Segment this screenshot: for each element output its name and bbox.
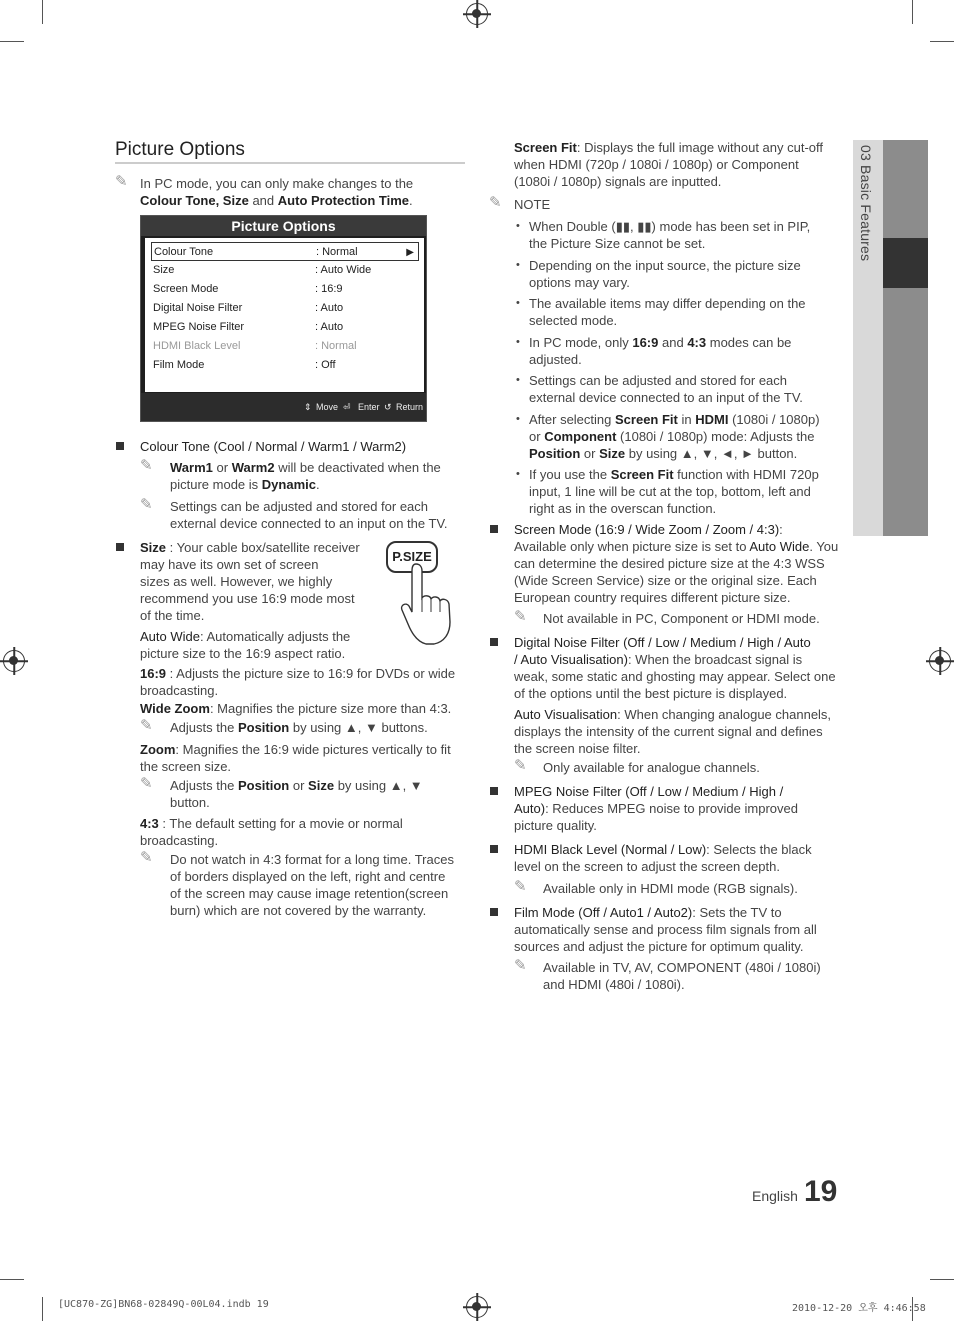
- file-info: [UC870-ZG]BN68-02849Q-00L04.indb 19: [58, 1299, 269, 1310]
- page-title: Picture Options: [115, 139, 245, 160]
- footer-language: English: [752, 1188, 798, 1204]
- zoom-note: Adjusts the Position or Size by using ▲, ▼ button.: [170, 778, 423, 810]
- screen-mode-description: Screen Mode (16:9 / Wide Zoom / Zoom / 4:3): Available only when picture size is set to Auto Wide. You can determine the desired picture size at the 4:3 WSS (Wide Screen Service) size or the original size. Each European country requires different picture size.: [514, 522, 839, 605]
- note-pencil-icon: ✎: [514, 757, 527, 774]
- note-pencil-icon: ✎: [115, 173, 128, 190]
- note-item-1: When Double (▮▮, ▮▮) mode has been set in PIP, the Picture Size cannot be set.: [529, 219, 811, 251]
- bullet-square: [490, 525, 498, 533]
- hdmi-black-level-note: Available only in HDMI mode (RGB signals).: [543, 881, 798, 896]
- bullet-square: [116, 442, 124, 450]
- bullet-dot: •: [516, 220, 520, 232]
- picture-options-menu: [140, 215, 427, 422]
- chapter-tab-marker: [883, 238, 928, 288]
- note-pencil-icon: ✎: [514, 608, 527, 625]
- menu-footer: [141, 393, 426, 421]
- auto-visualisation-description: Auto Visualisation: When changing analogue channels, displays the intensity of the current signal and defines the screen noise filter.: [514, 707, 832, 756]
- enter-label: Enter: [358, 402, 380, 412]
- film-mode-description: Film Mode (Off / Auto1 / Auto2): Sets the TV to automatically sense and process film signals from all sources and adjust the picture for optimum quality.: [514, 905, 817, 954]
- pointing-hand-icon: [398, 562, 458, 647]
- note-item-7: If you use the Screen Fit function with HDMI 720p input, 1 line will be cut at the top, bottom, left and right as in the overscan function.: [529, 467, 819, 516]
- crop-mark: [42, 0, 43, 24]
- right-arrow-icon: ▶: [406, 247, 414, 258]
- menu-item-hdmi-black-level: HDMI Black Level : Normal: [153, 340, 357, 352]
- registration-mark-icon: [466, 3, 488, 25]
- return-label: Return: [396, 402, 424, 412]
- crop-mark: [930, 41, 954, 42]
- film-mode-note: Available in TV, AV, COMPONENT (480i / 1080i) and HDMI (480i / 1080i).: [543, 960, 821, 992]
- registration-mark-icon: [929, 650, 951, 672]
- bullet-square: [490, 787, 498, 795]
- print-date: 2010-12-20 오후 4:46:58: [792, 1303, 926, 1314]
- bullet-dot: •: [516, 259, 520, 271]
- note-pencil-icon: ✎: [140, 717, 153, 734]
- note-item-5: Settings can be adjusted and stored for each external device connected to an input of the TV.: [529, 373, 803, 405]
- move-label: Move: [316, 402, 339, 412]
- ratio-4-3-warning: Do not watch in 4:3 format for a long time. Traces of borders displayed on the left, right and centre of the screen may cause image retention(screen burn) which are not covered by the warranty.: [170, 852, 454, 918]
- menu-item-size[interactable]: Size : Auto Wide: [153, 264, 372, 276]
- note-pencil-icon: ✎: [140, 457, 153, 474]
- bullet-square: [116, 543, 124, 551]
- wide-zoom-description: Wide Zoom: Magnifies the picture size more than 4:3.: [140, 701, 452, 716]
- zoom-description: Zoom: Magnifies the 16:9 wide pictures vertically to fit the screen size.: [140, 742, 451, 774]
- colour-tone-note-1: Warm1 or Warm2 will be deactivated when the picture mode is Dynamic.: [170, 460, 441, 492]
- bullet-dot: •: [516, 468, 520, 480]
- note-item-6: After selecting Screen Fit in HDMI (1080i / 1080p) or Component (1080i / 1080p) mode: Adjusts the Position or Size by using ▲, ▼, ◄, ► button.: [529, 412, 820, 461]
- menu-list: [145, 238, 424, 392]
- crop-mark: [42, 1297, 43, 1321]
- ratio-16-9-description: 16:9 : Adjusts the picture size to 16:9 for DVDs or wide broadcasting.: [140, 666, 456, 698]
- menu-item-mpeg-noise-filter[interactable]: MPEG Noise Filter : Auto: [153, 321, 344, 333]
- intro-note: In PC mode, you can only make changes to the Colour Tone, Size and Auto Protection Time.: [140, 176, 414, 208]
- chapter-label: 03 Basic Features: [858, 145, 874, 262]
- title-divider: [115, 162, 465, 164]
- note-pencil-icon: ✎: [140, 496, 153, 513]
- bullet-square: [490, 908, 498, 916]
- screen-mode-note: Not available in PC, Component or HDMI mode.: [543, 611, 820, 626]
- registration-mark-icon: [466, 1296, 488, 1318]
- note-item-2: Depending on the input source, the picture size options may vary.: [529, 258, 801, 290]
- move-icon: ⇕: [304, 402, 312, 412]
- crop-mark: [0, 41, 24, 42]
- ratio-4-3-description: 4:3 : The default setting for a movie or normal broadcasting.: [140, 816, 403, 848]
- wide-zoom-note: Adjusts the Position by using ▲, ▼ buttons.: [170, 720, 428, 735]
- page-number: 19: [804, 1175, 838, 1208]
- digital-noise-filter-description: Digital Noise Filter (Off / Low / Medium / High / Auto / Auto Visualisation): When the broadcast signal is weak, some static and ghosting may appear. Select one of the options until the best picture is displayed.: [514, 635, 836, 701]
- menu-item-film-mode[interactable]: Film Mode : Off: [153, 359, 336, 371]
- auto-visualisation-note: Only available for analogue channels.: [543, 760, 760, 775]
- colour-tone-note-2: Settings can be adjusted and stored for each external device connected to an input on the TV.: [170, 499, 448, 531]
- crop-mark: [912, 0, 913, 24]
- mpeg-noise-filter-description: MPEG Noise Filter (Off / Low / Medium / High / Auto): Reduces MPEG noise to provide improved picture quality.: [514, 784, 798, 833]
- enter-icon: ⏎: [343, 402, 351, 412]
- bullet-square: [490, 845, 498, 853]
- note-item-4: In PC mode, only 16:9 and 4:3 modes can be adjusted.: [529, 335, 792, 367]
- note-heading: NOTE: [514, 197, 551, 212]
- note-pencil-icon: ✎: [489, 194, 502, 211]
- hdmi-black-level-description: HDMI Black Level (Normal / Low): Selects the black level on the screen to adjust the screen depth.: [514, 842, 812, 874]
- menu-item-screen-mode[interactable]: Screen Mode : 16:9: [153, 283, 343, 295]
- bullet-dot: •: [516, 336, 520, 348]
- colour-tone-heading: Colour Tone (Cool / Normal / Warm1 / Warm2): [140, 439, 407, 454]
- return-icon: ↺: [384, 402, 392, 412]
- chapter-tab-band: [883, 140, 928, 536]
- crop-mark: [930, 1279, 954, 1280]
- auto-wide-description: Auto Wide: Automatically adjusts the picture size to the 16:9 aspect ratio.: [140, 629, 351, 661]
- bullet-square: [490, 638, 498, 646]
- psize-button-icon: P.SIZE: [386, 541, 438, 573]
- registration-mark-icon: [3, 650, 25, 672]
- bullet-dot: •: [516, 374, 520, 386]
- menu-item-digital-noise-filter[interactable]: Digital Noise Filter : Auto: [153, 302, 344, 314]
- crop-mark: [0, 1279, 24, 1280]
- bullet-dot: •: [516, 297, 520, 309]
- screen-fit-description: Screen Fit: Displays the full image without any cut-off when HDMI (720p / 1080i / 1080p) or Component (1080i / 1080p) signals are inputted.: [514, 140, 824, 189]
- size-description: Size : Your cable box/satellite receiver may have its own set of screen sizes as well. However, we highly recommend you use 16:9 mode most of the time.: [140, 540, 360, 623]
- note-pencil-icon: ✎: [514, 878, 527, 895]
- menu-item-colour-tone[interactable]: Colour Tone : Normal ▶: [151, 242, 419, 261]
- note-pencil-icon: ✎: [514, 957, 527, 974]
- bullet-dot: •: [516, 413, 520, 425]
- menu-title: Picture Options: [141, 216, 426, 236]
- note-item-3: The available items may differ depending on the selected mode.: [529, 296, 806, 328]
- note-pencil-icon: ✎: [140, 849, 153, 866]
- note-pencil-icon: ✎: [140, 775, 153, 792]
